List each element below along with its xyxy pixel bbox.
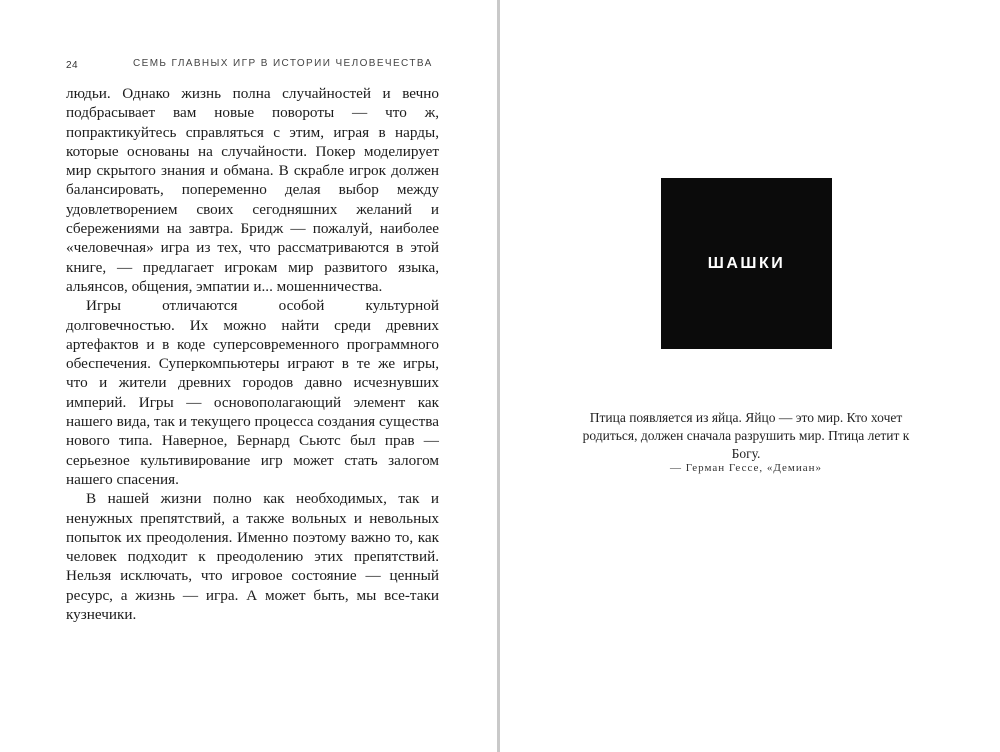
- left-page: [0, 0, 497, 752]
- paragraph: В нашей жизни полно как необходимых, так и ненужных препятствий, а также вольных и невольных попыток их преодоления. Именно поэтому важно то, как человек подходит к преодолению этих препятствий. Нельзя исключать, что игровое состояние — ценный ресурс, а жизнь — игра. А может быть, мы все-таки кузнечики.: [66, 490, 439, 624]
- paragraph: людьи. Однако жизнь полна случайностей и вечно подбрасывает вам новые повороты — что ж, попрактикуйтесь справляться с этим, играя в нарды, которые основаны на случайности. Покер моделирует мир скрытого знания и обмана. В скрабле игрок должен балансировать, попеременно делая выбор между удовлетворением своих сегодняшних желаний и сбережениями на завтра. Бридж — пожалуй, наиболее «человечная» игра из тех, что рассматриваются в этой книге, — предлагает игрокам мир развитого языка, альянсов, общения, эмпатии и... мошенничества.: [66, 85, 439, 295]
- right-page: [500, 0, 1000, 752]
- chapter-title-block: [661, 178, 832, 349]
- body-text: [66, 84, 439, 624]
- chapter-title: ШАШКИ: [707, 254, 786, 272]
- epigraph: Птица появляется из яйца. Яйцо — это мир. Кто хочет родиться, должен сначала разрушить мир. Птица летит к Богу.: [582, 410, 910, 461]
- paragraph: Игры отличаются особой культурной долговечностью. Их можно найти среди древних артефактов и в коде суперсовременного программного обеспечения. Суперкомпьютеры играют в те же игры, что и жители древних городов давно исчезнувших империй. Игры — основополагающий элемент как нашего вида, так и текущего процесса создания существа нового типа. Наверное, Бернард Сьютс был прав — серьезное культивирование игр может стать залогом нашего спасения.: [66, 297, 439, 488]
- running-head: СЕМЬ ГЛАВНЫХ ИГР В ИСТОРИИ ЧЕЛОВЕЧЕСТВА: [133, 58, 433, 69]
- page-number: 24: [66, 60, 79, 71]
- epigraph-source: — Герман Гессе, «Демиан»: [670, 462, 822, 474]
